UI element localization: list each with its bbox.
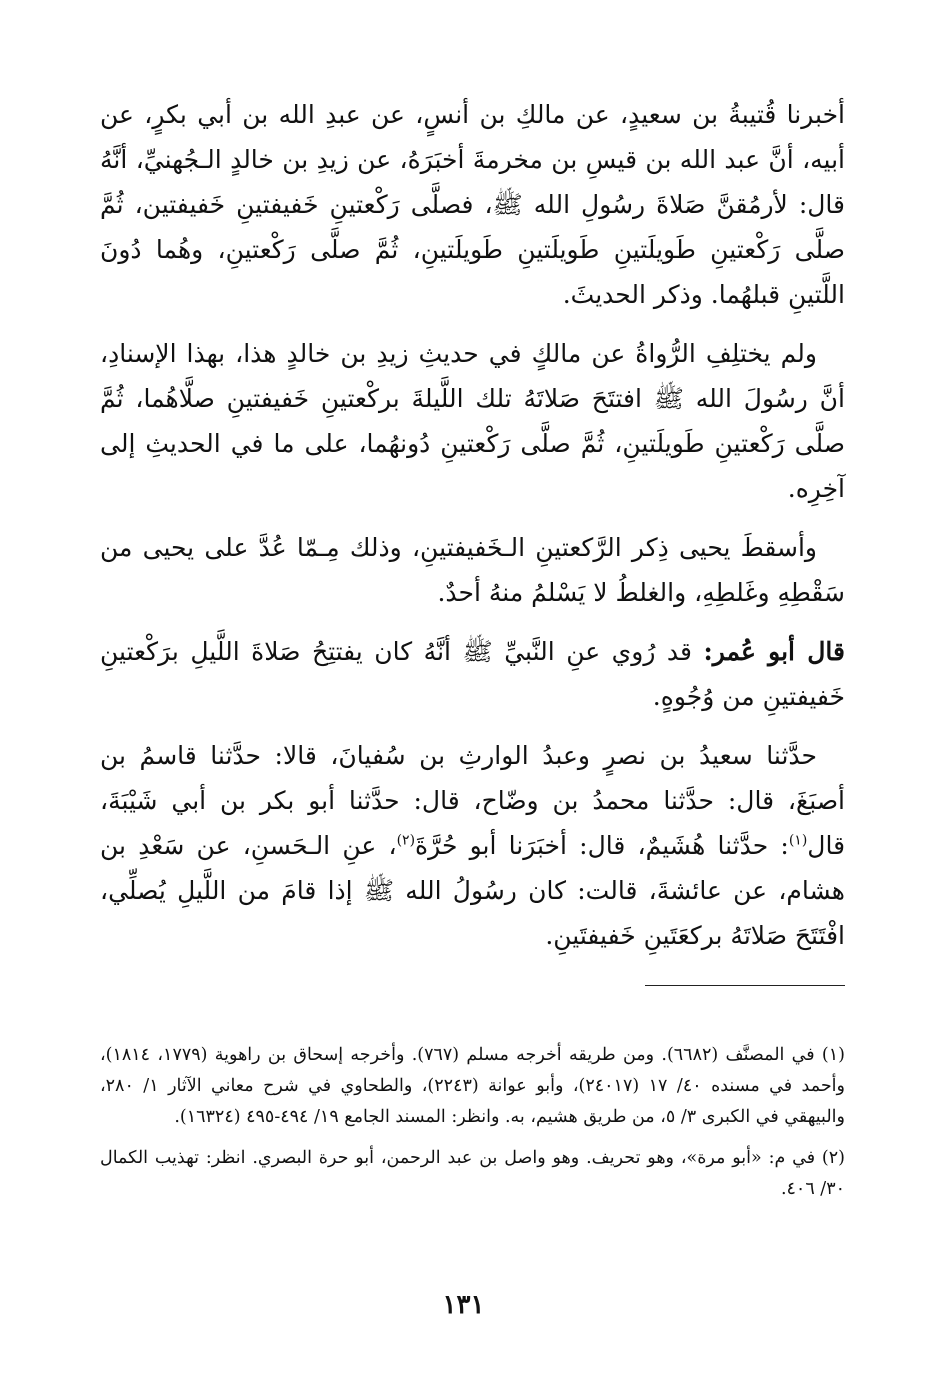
paragraph-3: وأسقطَ يحيى ذِكر الرَّكعتينِ الـخَفيفتينِ، وذلك مِـمّا عُدَّ على يحيى من سَقْطِهِ وغَلطِهِ، والغلطُ لا يَسْلمُ منهُ أحدٌ. [100, 533, 845, 607]
paragraph-5 [100, 733, 845, 958]
paragraph-5-part-c: ، عنِ الـحَسنِ، عن سَعْدِ بن هشام، عن عائشةَ، قالت: كان رسُولُ الله ﷺ إذا قامَ من اللَّيلِ يُصلِّي، افْتَتَحَ صَلاتَهُ بركعَتَينِ خَفيفتَينِ. [100, 831, 845, 950]
speaker-lead: قال أبو عُمر: [703, 637, 845, 666]
footnote-divider [645, 985, 845, 986]
footnote-ref-2[interactable]: (٢) [396, 832, 416, 849]
footnote-2: (٢) في م: «أبو مرة»، وهو تحريف. وهو واصل بن عبد الرحمن، أبو حرة البصري. انظر: تهذيب الكمال ٣٠/ ٤٠٦. [100, 1148, 845, 1199]
footnote-1: (١) في المصنَّف (٦٦٨٢). ومن طريقه أخرجه مسلم (٧٦٧). وأخرجه إسحاق بن راهوية (١٧٧٩، ١٨١٤)، وأحمد في مسنده ٤٠/ ١٧ (٢٤٠١٧)، وأبو عوانة (٢٢٤٣)، والطحاوي في شرح معاني الآثار ١/ ٢٨٠، والبيهقي في الكبرى ٣/ ٥، من طريق هشيم، به. وانظر: المسند الجامع ١٩/ ٤٩٤-٤٩٥ (١٦٣٢٤). [100, 1045, 845, 1127]
footnotes [100, 1040, 845, 1205]
paragraph-5-part-b: : حدَّثنا هُشَيمٌ، قال: أخبَرَنا أبو حُرَّةَ [415, 831, 789, 860]
paragraph-2: ولم يختلِفِ الرُّواةُ عن مالكٍ في حديثِ زيدِ بن خالدٍ هذا، بهذا الإسنادِ، أنَّ رسُولَ الله ﷺ افتتَحَ صَلاتَهُ تلك اللَّيلةَ بركْعتينِ خَفيفتينِ صلَّاهُما، ثُمَّ صلَّى رَكْعتينِ طَويلَتينِ، ثُمَّ صلَّى رَكْعتينِ دُونهُما، على ما في الحديثِ إلى آخِرِه. [100, 339, 845, 503]
paragraph-1: أخبرنا قُتيبةُ بن سعيدٍ، عن مالكِ بن أنسٍ، عن عبدِ الله بن أبي بكرٍ، عن أبيه، أنَّ عبد الله بن قيسِ بن مخرمةَ أخبَرَهُ، عن زيدِ بن خالدٍ الـجُهنيِّ، أنَّهُ قال: لأرمُقنَّ صَلاةَ رسُولِ الله ﷺ، فصلَّى رَكْعتينِ خَفيفتينِ خَفيفتين، ثُمَّ صلَّى رَكْعتينِ طَويلَتينِ طَويلَتينِ طَويلَتينِ، ثُمَّ صلَّى رَكْعتينِ، وهُما دُونَ اللَّتينِ قبلهُما. وذكر الحديثَ. [100, 100, 845, 309]
paragraph-5-part-a: حدَّثنا سعيدُ بن نصرٍ وعبدُ الوارثِ بن سُفيانَ، قالا: حدَّثنا قاسمُ بن أصبَغَ، قال: حدَّثنا محمدُ بن وضّاح، قال: حدَّثنا أبو بكر بن أبي شَيْبَةَ، قال [100, 741, 846, 860]
page-number: ١٣١ [442, 1290, 485, 1320]
main-text [100, 92, 845, 958]
footnote-ref-1[interactable]: (١) [788, 832, 808, 849]
paragraph-4-body: قد رُوي عنِ النَّبيِّ ﷺ أنَّهُ كان يفتتِحُ صَلاةَ اللَّيلِ برَكْعتينِ خَفيفتينِ من وُجُوهٍ. [100, 637, 845, 711]
paragraph-4 [100, 629, 845, 719]
